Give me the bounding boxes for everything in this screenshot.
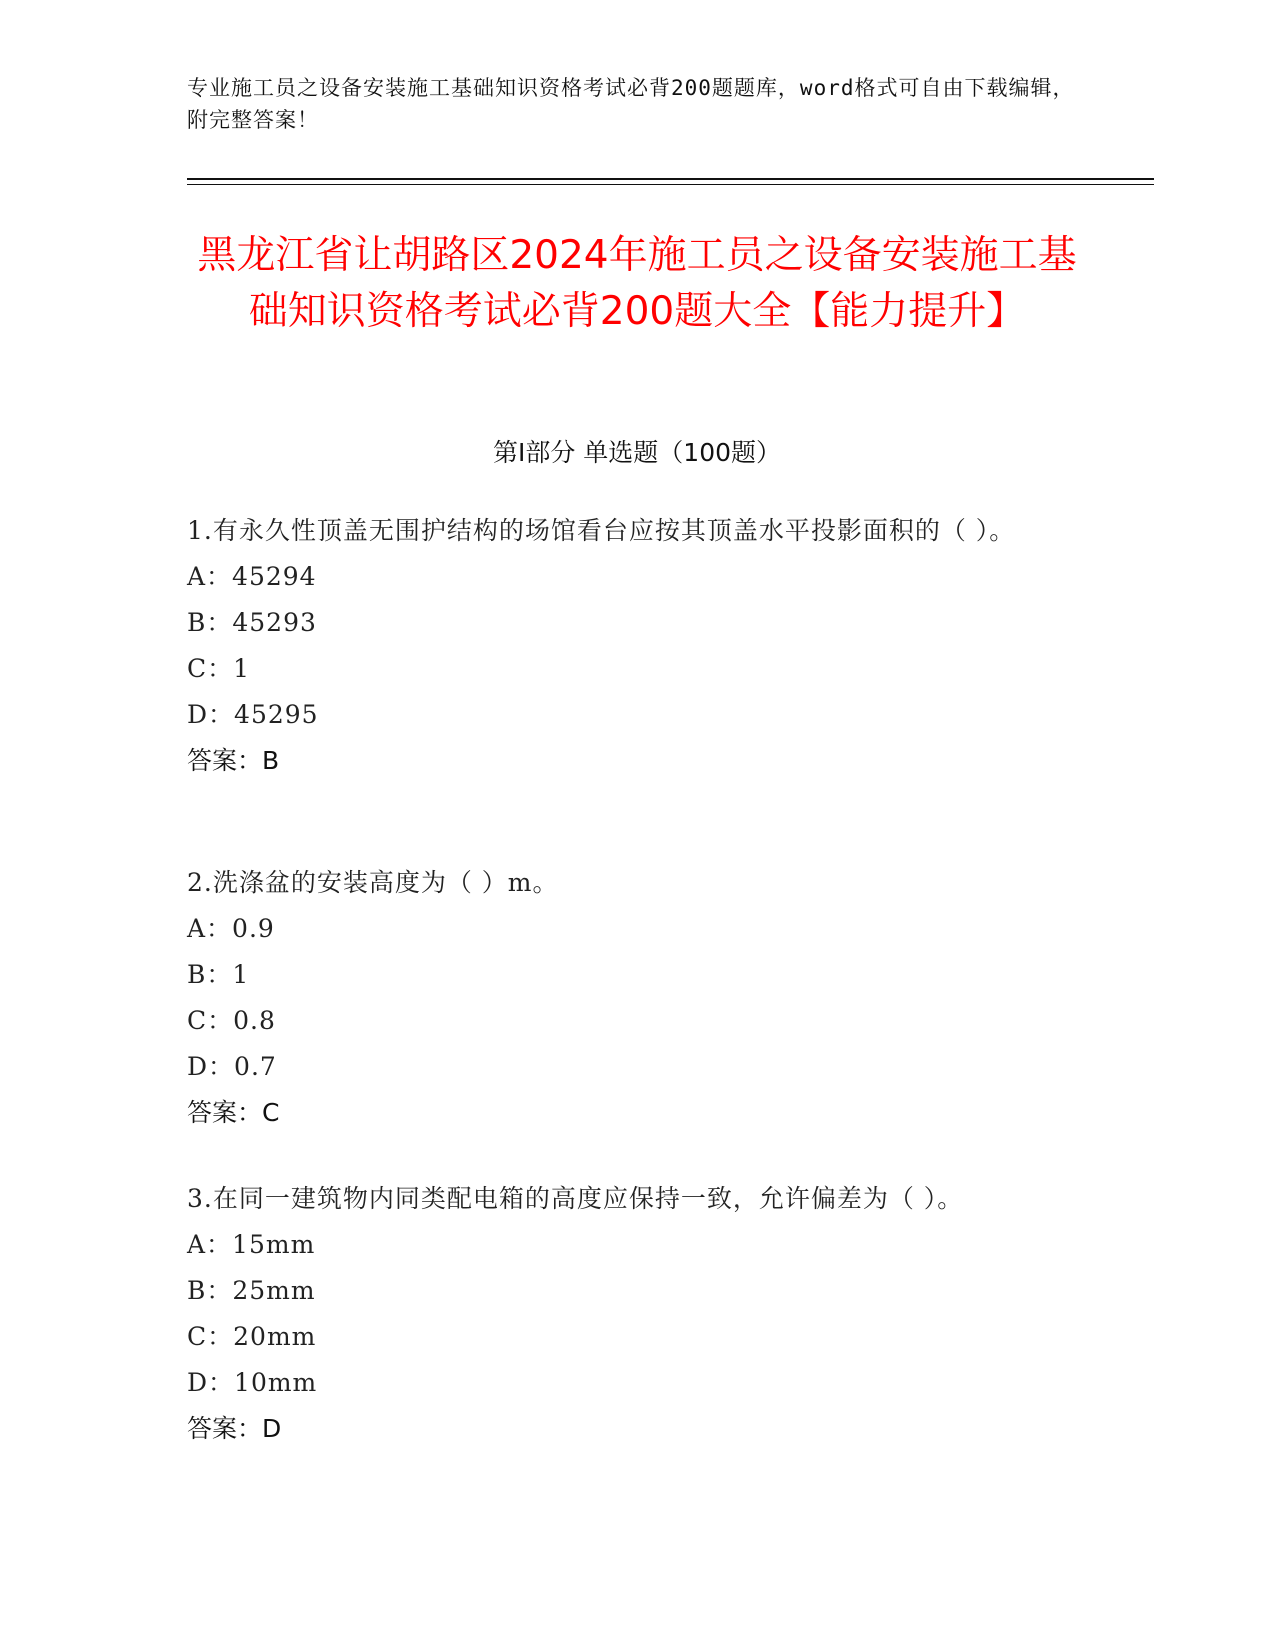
option-a: A：15mm (187, 1230, 316, 1259)
header-divider-thin (187, 184, 1154, 185)
option-a: A：0.9 (187, 914, 275, 943)
header-note: 专业施工员之设备安装施工基础知识资格考试必背200题题库，word格式可自由下载编辑，附完整答案！ (187, 76, 1075, 132)
option-c: C：1 (187, 654, 251, 683)
option-b: B：1 (187, 960, 250, 989)
question-1 (187, 508, 1087, 784)
option-c: C：0.8 (187, 1006, 276, 1035)
option-c: C：20mm (187, 1322, 317, 1351)
question-stem: 3.在同一建筑物内同类配电箱的高度应保持一致，允许偏差为（ ）。 (187, 1184, 964, 1213)
answer: 答案：D (187, 1414, 282, 1443)
question-3 (187, 1176, 1087, 1452)
question-stem: 2.洗涤盆的安装高度为（ ）m。 (187, 868, 559, 897)
document-title: 黑龙江省让胡路区2024年施工员之设备安装施工基础知识资格考试必背200题大全【能力提升】 (197, 233, 1077, 334)
option-a: A：45294 (187, 562, 317, 591)
header-divider-thick (187, 178, 1154, 180)
question-stem: 1.有永久性顶盖无围护结构的场馆看台应按其顶盖水平投影面积的（ ）。 (187, 516, 1016, 545)
answer: 答案：C (187, 1098, 280, 1127)
option-d: D：0.7 (187, 1052, 277, 1081)
option-d: D：10mm (187, 1368, 318, 1397)
option-b: B：25mm (187, 1276, 316, 1305)
option-d: D：45295 (187, 700, 319, 729)
section-title: 第I部分 单选题（100题） (492, 438, 782, 467)
option-b: B：45293 (187, 608, 317, 637)
question-2 (187, 860, 1087, 1136)
answer: 答案：B (187, 746, 280, 775)
